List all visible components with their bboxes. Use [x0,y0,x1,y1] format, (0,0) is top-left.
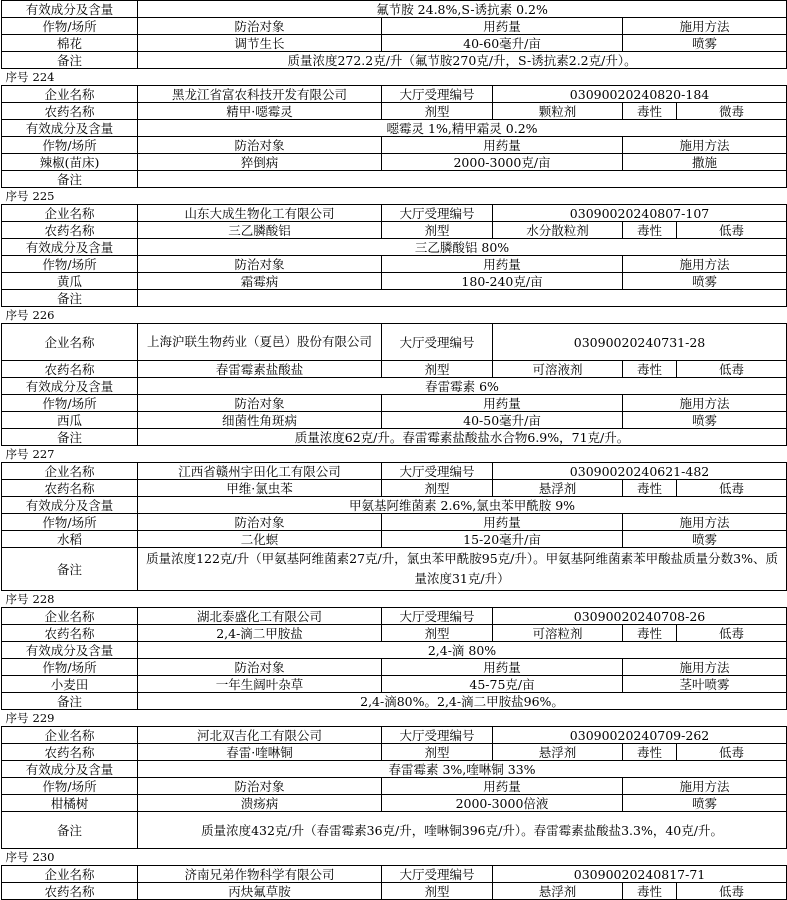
method-label: 施用方法 [623,256,787,273]
method-value: 喷雾 [623,35,787,52]
company-value: 湖北泰盛化工有限公司 [138,608,382,625]
dosage-value: 2000-3000克/亩 [382,154,623,171]
target-label: 防治对象 [138,778,382,795]
registration-table [1,0,787,900]
pesticide-name-label: 农药名称 [2,103,138,120]
remark-value [138,290,787,307]
company-label: 企业名称 [2,608,138,625]
method-value: 喷雾 [623,273,787,290]
company-value: 济南兄弟作物科学有限公司 [138,866,382,883]
pesticide-row [2,883,787,900]
hall-no-label: 大厅受理编号 [382,866,493,883]
company-value: 黑龙江省富农科技开发有限公司 [138,86,382,103]
ingredient-value: 三乙膦酸铝 80% [138,239,787,256]
pesticide-name-label: 农药名称 [2,744,138,761]
remark-label: 备注 [2,290,138,307]
method-value: 喷雾 [623,795,787,812]
seq-label: 序号 [5,69,29,84]
remark-label: 备注 [2,171,138,188]
toxicity-value: 低毒 [677,480,787,497]
target-value: 细菌性角斑病 [138,412,382,429]
usage-row [2,273,787,290]
ingredient-value: 春雷霉素 3%,喹啉铜 33% [138,761,787,778]
header-row [2,659,787,676]
usage-row [2,676,787,693]
toxicity-label: 毒性 [623,222,677,239]
remark-label: 备注 [2,548,138,591]
remark-row [2,429,787,446]
dosage-value: 2000-3000倍液 [382,795,623,812]
target-value: 溃疡病 [138,795,382,812]
usage-row [2,412,787,429]
formulation-value: 颗粒剂 [493,103,623,120]
ingredient-value: 春雷霉素 6% [138,378,787,395]
dosage-value: 40-50毫升/亩 [382,412,623,429]
ingredient-label: 有效成分及含量 [2,497,138,514]
dosage-label: 用药量 [382,18,623,35]
company-row [2,463,787,480]
remark-label: 备注 [2,693,138,710]
target-value: 二化螟 [138,531,382,548]
hall-no-label: 大厅受理编号 [382,608,493,625]
formulation-value: 悬浮剂 [493,744,623,761]
remark-value [138,171,787,188]
seq-row [2,188,787,205]
toxicity-value: 低毒 [677,222,787,239]
target-value: 一年生阔叶杂草 [138,676,382,693]
ingredient-row [2,378,787,395]
crop-value: 小麦田 [2,676,138,693]
seq-label: 序号 [5,591,29,606]
method-value: 喷雾 [623,531,787,548]
toxicity-value: 低毒 [677,361,787,378]
crop-value: 水稻 [2,531,138,548]
ingredient-value: 甲氨基阿维菌素 2.6%,氯虫苯甲酰胺 9% [138,497,787,514]
remark-value: 2,4-滴80%。2,4-滴二甲胺盐96%。 [138,693,787,710]
target-label: 防治对象 [138,18,382,35]
seq-cell [2,591,787,608]
pesticide-name-value: 丙炔氟草胺 [138,883,382,900]
remark-value: 质量浓度272.2克/升（氟节胺270克/升，S-诱抗素2.2克/升）。 [138,52,787,69]
hall-no-label: 大厅受理编号 [382,205,493,222]
usage-row [2,531,787,548]
target-label: 防治对象 [138,395,382,412]
target-label: 防治对象 [138,256,382,273]
toxicity-value: 微毒 [677,103,787,120]
hall-no-label: 大厅受理编号 [382,463,493,480]
header-row [2,137,787,154]
method-value: 茎叶喷雾 [623,676,787,693]
hall-no-value: 03090020240731-28 [493,324,787,361]
company-label: 企业名称 [2,86,138,103]
dosage-label: 用药量 [382,778,623,795]
toxicity-label: 毒性 [623,744,677,761]
usage-row [2,35,787,52]
pesticide-name-value: 精甲·噁霉灵 [138,103,382,120]
pesticide-name-label: 农药名称 [2,361,138,378]
formulation-value: 悬浮剂 [493,883,623,900]
pesticide-row [2,625,787,642]
company-label: 企业名称 [2,324,138,361]
company-row [2,205,787,222]
pesticide-row [2,480,787,497]
remark-row [2,812,787,849]
pesticide-name-label: 农药名称 [2,222,138,239]
ingredient-label: 有效成分及含量 [2,642,138,659]
method-value: 撒施 [623,154,787,171]
remark-label: 备注 [2,429,138,446]
remark-row [2,693,787,710]
ingredient-value: 氟节胺 24.8%,S-诱抗素 0.2% [138,1,787,18]
ingredient-label: 有效成分及含量 [2,761,138,778]
company-value: 山东大成生物化工有限公司 [138,205,382,222]
formulation-label: 剂型 [382,103,493,120]
pesticide-name-label: 农药名称 [2,480,138,497]
remark-value: 质量浓度62克/升。春雷霉素盐酸盐水合物6.9%，71克/升。 [138,429,787,446]
company-label: 企业名称 [2,727,138,744]
seq-number: 228 [32,591,55,606]
crop-value: 黄瓜 [2,273,138,290]
seq-row [2,446,787,463]
pesticide-name-value: 甲维·氯虫苯 [138,480,382,497]
seq-cell [2,69,787,86]
formulation-label: 剂型 [382,883,493,900]
toxicity-label: 毒性 [623,625,677,642]
ingredient-row [2,1,787,18]
crop-label: 作物/场所 [2,778,138,795]
company-row [2,866,787,883]
seq-label: 序号 [5,849,29,864]
company-value: 河北双吉化工有限公司 [138,727,382,744]
dosage-value: 180-240克/亩 [382,273,623,290]
method-label: 施用方法 [623,395,787,412]
target-label: 防治对象 [138,659,382,676]
pesticide-name-label: 农药名称 [2,883,138,900]
crop-label: 作物/场所 [2,137,138,154]
remark-row [2,171,787,188]
dosage-value: 15-20毫升/亩 [382,531,623,548]
seq-row [2,307,787,324]
formulation-value: 悬浮剂 [493,480,623,497]
seq-cell [2,710,787,727]
header-row [2,395,787,412]
toxicity-label: 毒性 [623,883,677,900]
formulation-label: 剂型 [382,744,493,761]
seq-cell [2,188,787,205]
remark-row [2,52,787,69]
formulation-label: 剂型 [382,480,493,497]
ingredient-label: 有效成分及含量 [2,378,138,395]
formulation-value: 水分散粒剂 [493,222,623,239]
remark-row [2,548,787,591]
ingredient-row [2,761,787,778]
company-label: 企业名称 [2,463,138,480]
seq-label: 序号 [5,710,29,725]
company-label: 企业名称 [2,205,138,222]
seq-label: 序号 [5,307,29,322]
crop-value: 辣椒(苗床) [2,154,138,171]
seq-cell [2,849,787,866]
crop-value: 柑橘树 [2,795,138,812]
formulation-value: 可溶液剂 [493,361,623,378]
pesticide-name-value: 春雷·喹啉铜 [138,744,382,761]
dosage-label: 用药量 [382,659,623,676]
ingredient-row [2,239,787,256]
seq-number: 226 [32,307,55,322]
seq-number: 224 [32,69,55,84]
ingredient-label: 有效成分及含量 [2,120,138,137]
usage-row [2,795,787,812]
company-value: 上海沪联生物药业（夏邑）股份有限公司 [138,324,382,361]
seq-number: 229 [32,710,55,725]
seq-number: 230 [32,849,55,864]
toxicity-value: 低毒 [677,625,787,642]
pesticide-name-value: 三乙膦酸铝 [138,222,382,239]
remark-value: 质量浓度432克/升（春雷霉素36克/升，喹啉铜396克/升）。春雷霉素盐酸盐3.3%，40克/升。 [138,812,787,849]
remark-value: 质量浓度122克/升（甲氨基阿维菌素27克/升，氯虫苯甲酰胺95克/升）。甲氨基阿维菌素苯甲酸盐质量分数3%、质量浓度31克/升） [138,548,787,591]
dosage-label: 用药量 [382,514,623,531]
ingredient-value: 2,4-滴 80% [138,642,787,659]
company-label: 企业名称 [2,866,138,883]
header-row [2,514,787,531]
remark-label: 备注 [2,812,138,849]
toxicity-label: 毒性 [623,480,677,497]
company-row [2,86,787,103]
method-label: 施用方法 [623,778,787,795]
dosage-value: 40-60毫升/亩 [382,35,623,52]
company-value: 江西省赣州宇田化工有限公司 [138,463,382,480]
header-row [2,256,787,273]
toxicity-value: 低毒 [677,883,787,900]
hall-no-label: 大厅受理编号 [382,86,493,103]
crop-label: 作物/场所 [2,395,138,412]
crop-label: 作物/场所 [2,18,138,35]
usage-row [2,154,787,171]
target-label: 防治对象 [138,137,382,154]
target-value: 调节生长 [138,35,382,52]
header-row [2,778,787,795]
ingredient-label: 有效成分及含量 [2,239,138,256]
method-label: 施用方法 [623,18,787,35]
toxicity-label: 毒性 [623,361,677,378]
formulation-label: 剂型 [382,222,493,239]
pesticide-name-value: 2,4-滴二甲胺盐 [138,625,382,642]
crop-label: 作物/场所 [2,659,138,676]
seq-row [2,69,787,86]
pesticide-row [2,361,787,378]
hall-no-value: 03090020240817-71 [493,866,787,883]
formulation-label: 剂型 [382,361,493,378]
remark-row [2,290,787,307]
ingredient-row [2,497,787,514]
dosage-label: 用药量 [382,395,623,412]
toxicity-value: 低毒 [677,744,787,761]
company-row [2,324,787,361]
method-value: 喷雾 [623,412,787,429]
seq-label: 序号 [5,446,29,461]
company-row [2,608,787,625]
target-value: 霜霉病 [138,273,382,290]
target-label: 防治对象 [138,514,382,531]
seq-label: 序号 [5,188,29,203]
hall-no-value: 03090020240708-26 [493,608,787,625]
seq-cell [2,307,787,324]
formulation-value: 可溶粒剂 [493,625,623,642]
method-label: 施用方法 [623,514,787,531]
dosage-value: 45-75克/亩 [382,676,623,693]
seq-row [2,710,787,727]
toxicity-label: 毒性 [623,103,677,120]
method-label: 施用方法 [623,137,787,154]
ingredient-label: 有效成分及含量 [2,1,138,18]
dosage-label: 用药量 [382,256,623,273]
pesticide-row [2,222,787,239]
seq-number: 225 [32,188,55,203]
ingredient-value: 噁霉灵 1%,精甲霜灵 0.2% [138,120,787,137]
target-value: 猝倒病 [138,154,382,171]
crop-label: 作物/场所 [2,514,138,531]
hall-no-value: 03090020240820-184 [493,86,787,103]
remark-label: 备注 [2,52,138,69]
ingredient-row [2,120,787,137]
crop-label: 作物/场所 [2,256,138,273]
header-row [2,18,787,35]
method-label: 施用方法 [623,659,787,676]
formulation-label: 剂型 [382,625,493,642]
hall-no-value: 03090020240621-482 [493,463,787,480]
pesticide-name-label: 农药名称 [2,625,138,642]
seq-cell [2,446,787,463]
hall-no-label: 大厅受理编号 [382,324,493,361]
hall-no-value: 03090020240709-262 [493,727,787,744]
pesticide-row [2,744,787,761]
crop-value: 西瓜 [2,412,138,429]
hall-no-value: 03090020240807-107 [493,205,787,222]
hall-no-label: 大厅受理编号 [382,727,493,744]
dosage-label: 用药量 [382,137,623,154]
pesticide-row [2,103,787,120]
company-row [2,727,787,744]
ingredient-row [2,642,787,659]
pesticide-name-value: 春雷霉素盐酸盐 [138,361,382,378]
seq-number: 227 [32,446,55,461]
crop-value: 棉花 [2,35,138,52]
seq-row [2,849,787,866]
seq-row [2,591,787,608]
